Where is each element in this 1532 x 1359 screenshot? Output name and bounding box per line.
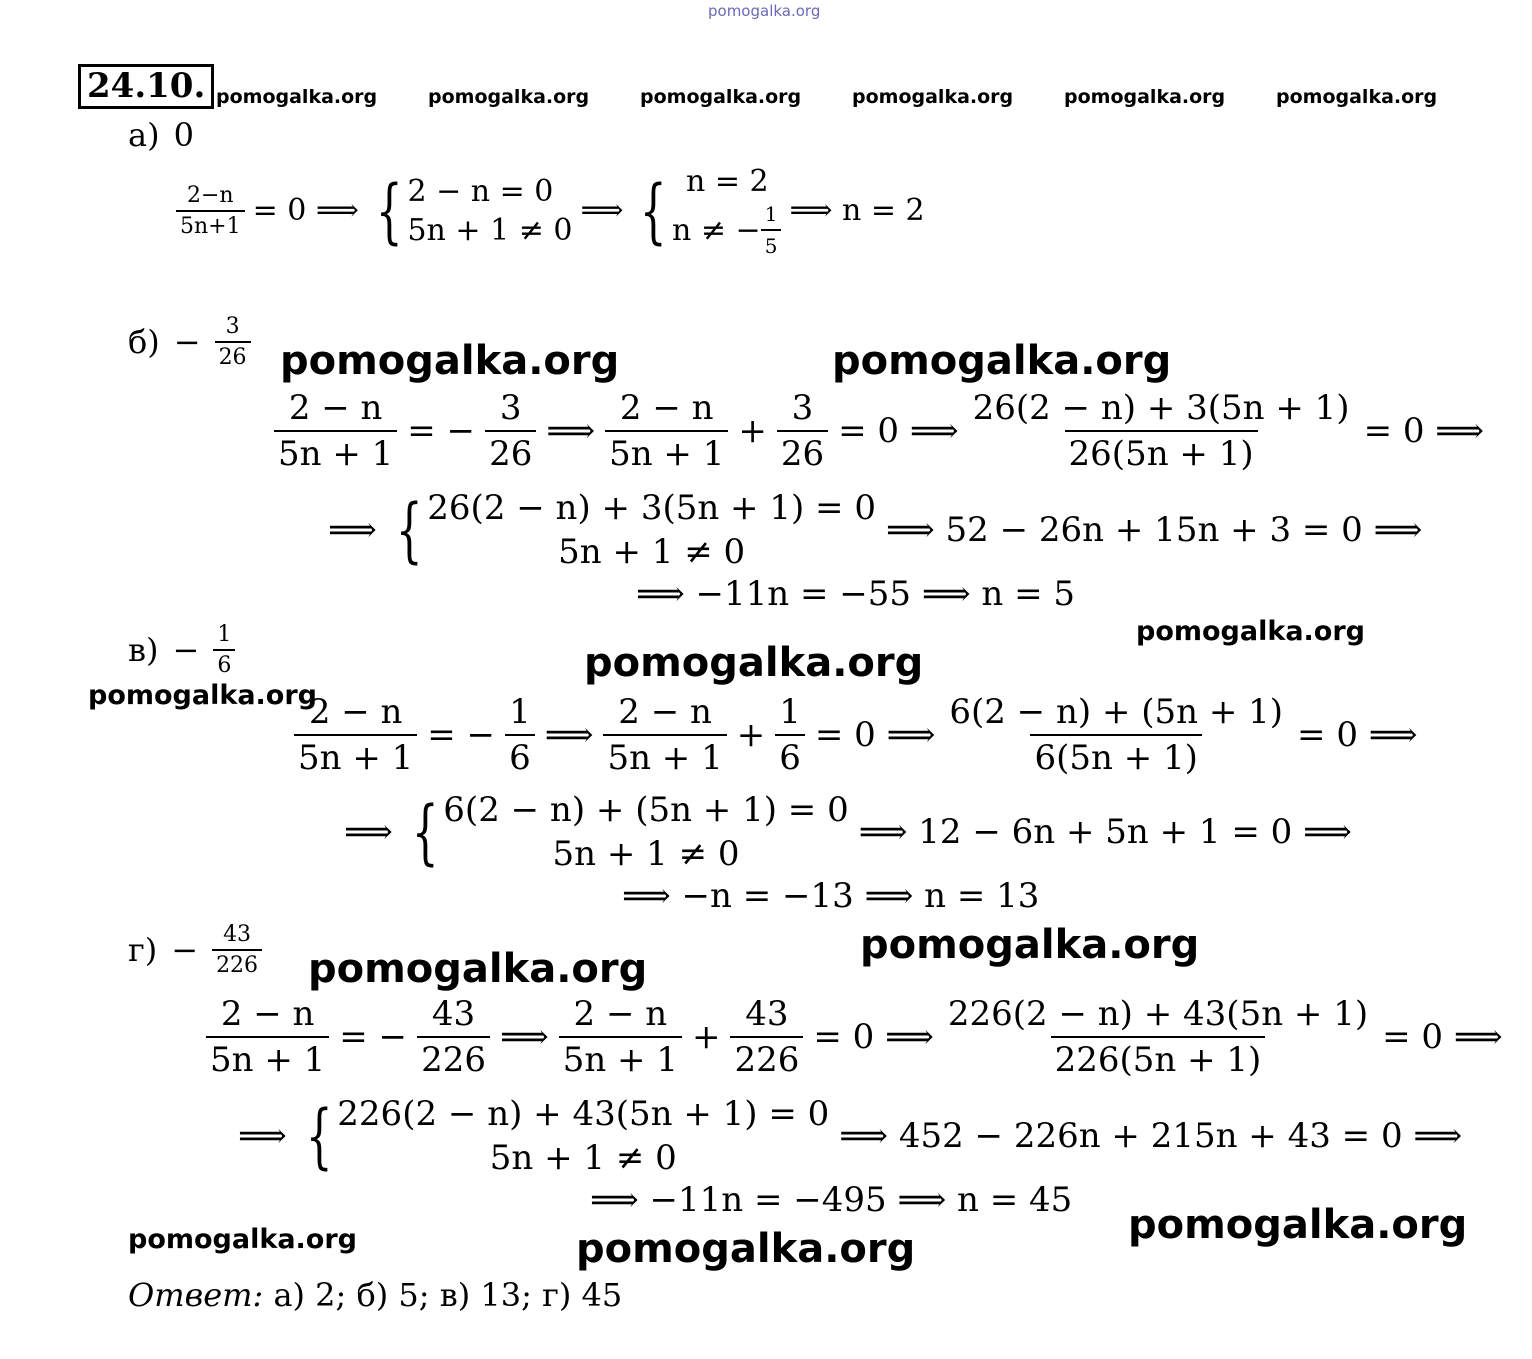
part-c-final: ⟹ −n = −13 ⟹ n = 13 [622,876,1040,916]
watermark: pomogalka.org [128,1224,357,1255]
watermark: pomogalka.org [216,86,378,108]
watermark-top: pomogalka.org [708,2,821,20]
system: { 26(2 − n) + 3(5n + 1) = 0 5n + 1 ≠ 0 [395,488,876,573]
watermark: pomogalka.org [1064,86,1226,108]
watermark: pomogalka.org [1128,1202,1468,1248]
operator: = 0 ⟹ [252,193,359,228]
operator: ⟹ [580,193,624,228]
watermark: pomogalka.org [1276,86,1438,108]
fraction: $\frac{2 - n}{5n + 1}$ [274,388,397,474]
answer-line [128,1276,622,1314]
fraction: $\frac{3}{26}$ [215,314,251,370]
part-b-final: ⟹ −11n = −55 ⟹ n = 5 [636,574,1076,614]
fraction: $\frac{2 - n}{5n + 1}$ [294,692,417,778]
watermark: pomogalka.org [428,86,590,108]
watermark: pomogalka.org [860,922,1200,968]
result: ⟹ n = 2 [789,193,925,228]
fraction: $\frac{1}{6}$ [213,622,235,678]
part-a-label [128,116,194,154]
brace-icon: { [640,169,668,252]
system: { 2 − n = 0 5n + 1 ≠ 0 [375,169,573,252]
part-c-system: ⟹ { 6(2 − n) + (5n + 1) = 0 5n + 1 ≠ 0 ⟹ 12 − 6n + 5n + 1 = 0 ⟹ [344,788,1352,876]
watermark: pomogalka.org [1136,616,1365,647]
fraction: $\frac{3}{26}$ [777,388,828,474]
fraction: $\frac{3}{26}$ [485,388,536,474]
fraction: $\frac{1}{6}$ [775,692,805,778]
fraction: $\frac{43}{226}$ [730,994,803,1080]
fraction: $\frac{2 - n}{5n + 1}$ [603,692,726,778]
part-d-equation: $\frac{2 - n}{5n + 1}$ = − $\frac{43}{226}$ ⟹ $\frac{2 - n}{5n + 1}$ + $\frac{43}{226}$ = 0 ⟹ $\frac{226(2 - n) + 43(5n + 1)}{226(5n + 1)}$ = 0 ⟹ [206,994,1503,1080]
watermark: pomogalka.org [832,338,1172,384]
fraction: $\frac{226(2 - n) + 43(5n + 1)}{226(5n + 1)}$ [947,994,1369,1080]
fraction: $\frac{2 - n}{5n + 1}$ [206,994,329,1080]
fraction: $\frac{1}{5}$ [761,201,782,259]
watermark: pomogalka.org [584,640,924,686]
brace-icon: { [411,791,439,874]
fraction: $\frac{2-n}{5n+1}$ [176,183,245,239]
brace-icon: { [305,1095,333,1178]
part-a-equation [176,162,925,259]
answer-label: Ответ: [128,1276,264,1314]
part-d-label: г) − $\frac{43}{226}$ [128,922,262,978]
fraction: $\frac{2 - n}{5n + 1}$ [605,388,728,474]
part-letter: б) [128,323,160,361]
part-letter: а) [128,116,160,154]
fraction: $\frac{6(2 - n) + (5n + 1)}{6(5n + 1)}$ [949,692,1284,778]
fraction: $\frac{26(2 - n) + 3(5n + 1)}{26(5n + 1)}$ [972,388,1350,474]
watermark: pomogalka.org [852,86,1014,108]
brace-icon: { [375,169,403,252]
part-b-system: ⟹ { 26(2 − n) + 3(5n + 1) = 0 5n + 1 ≠ 0 ⟹ 52 − 26n + 15n + 3 = 0 ⟹ [328,486,1422,574]
brace-icon: { [395,489,423,572]
part-c-label: в) − $\frac{1}{6}$ [128,622,235,678]
watermark: pomogalka.org [88,680,317,711]
watermark: pomogalka.org [308,946,648,992]
watermark: pomogalka.org [640,86,802,108]
part-b-label: б) − $\frac{3}{26}$ [128,314,251,370]
part-c-equation: $\frac{2 - n}{5n + 1}$ = − $\frac{1}{6}$ ⟹ $\frac{2 - n}{5n + 1}$ + $\frac{1}{6}$ = 0 ⟹ $\frac{6(2 - n) + (5n + 1)}{6(5n + 1)}$ = 0 ⟹ [294,692,1418,778]
fraction: $\frac{1}{6}$ [505,692,535,778]
system: { n = 2 n ≠ − $\frac{1}{5}$ [631,162,781,259]
fraction: $\frac{43}{226}$ [212,922,262,978]
watermark: pomogalka.org [576,1226,916,1272]
part-d-final: ⟹ −11n = −495 ⟹ n = 45 [590,1180,1073,1220]
fraction: $\frac{2 - n}{5n + 1}$ [559,994,682,1080]
answer-text: а) 2; б) 5; в) 13; г) 45 [273,1276,623,1314]
part-letter: г) [128,931,158,969]
watermark: pomogalka.org [280,338,620,384]
part-letter: в) [128,631,159,669]
part-b-equation: $\frac{2 - n}{5n + 1}$ = − $\frac{3}{26}$ ⟹ $\frac{2 - n}{5n + 1}$ + $\frac{3}{26}$ = 0 ⟹ $\frac{26(2 - n) + 3(5n + 1)}{26(5n + 1)}$ = 0 ⟹ [274,388,1484,474]
part-value: 0 [173,116,194,154]
fraction: $\frac{43}{226}$ [417,994,490,1080]
system: { 6(2 − n) + (5n + 1) = 0 5n + 1 ≠ 0 [411,790,849,875]
system: { 226(2 − n) + 43(5n + 1) = 0 5n + 1 ≠ 0 [305,1094,830,1179]
part-d-system: ⟹ { 226(2 − n) + 43(5n + 1) = 0 5n + 1 ≠ 0 ⟹ 452 − 226n + 215n + 43 = 0 ⟹ [238,1092,1462,1180]
problem-number: 24.10. [78,64,214,109]
